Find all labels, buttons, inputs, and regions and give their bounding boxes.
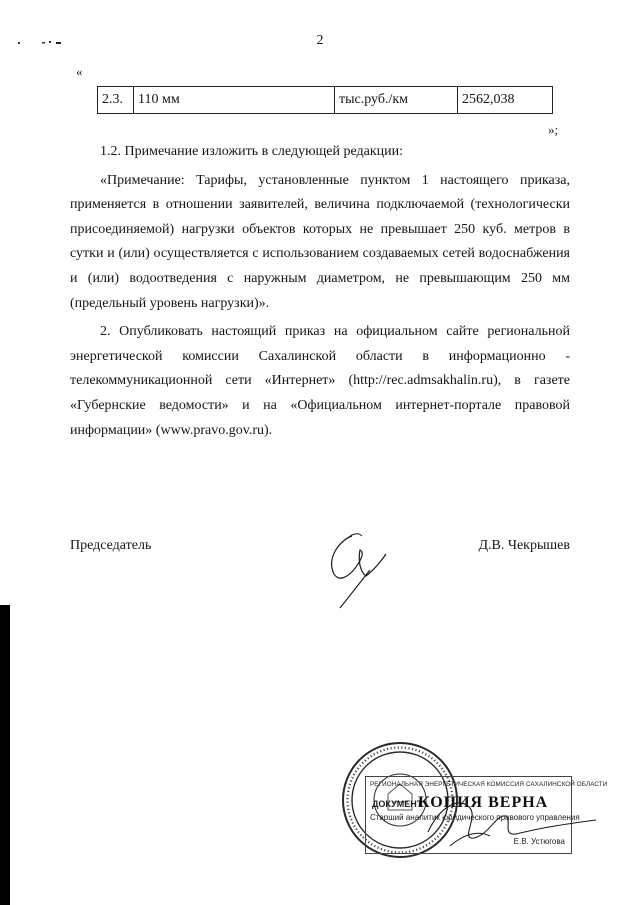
- note-text-paragraph: «Примечание: Тарифы, установленные пунктом 1 настоящего приказа, применяется в отношении заявителей, величина подключаемой (технологически присоединяемой) нагрузки объектов которых не превышает 250 куб. метров в сутки и (или) осуществляется с использованием создаваемых сетей водоснабжения и (или) водоотведения с наружным диаметром, не превышающим 250 мм (предельный уровень нагрузки)».: [70, 172, 570, 311]
- pipe-diameter-cell: 110 мм: [134, 87, 335, 114]
- signatory-position: Председатель: [70, 538, 152, 553]
- close-quote: »;: [548, 122, 559, 137]
- stamp-official-position: Старший аналитик юридического правового управления: [370, 813, 580, 822]
- row-number-cell: 2.3.: [98, 87, 134, 114]
- stamp-title: КОПИЯ ВЕРНА: [418, 794, 549, 811]
- table-row: [98, 87, 553, 114]
- stamp-prefix: ДОКУМЕНТ: [372, 799, 423, 809]
- scan-artifact: [18, 40, 78, 46]
- handwritten-signature: [318, 530, 390, 610]
- page-number: 2: [316, 33, 324, 48]
- stamp-official-name: Е.В. Устюгова: [513, 837, 565, 846]
- tariff-value-cell: 2562,038: [458, 87, 553, 114]
- publish-paragraph: 2. Опубликовать настоящий приказ на официальном сайте региональной энергетической комиссии Сахалинской области в информационно - телекоммуникационной сети «Интернет» (http://rec.admsakhalin.ru), в газете «Губернские ведомости» и на «Официальном интернет-портале правовой информации» (www.pravo.gov.ru).: [70, 324, 570, 438]
- stamp-organization: РЕГИОНАЛЬНАЯ ЭНЕРГЕТИЧЕСКАЯ КОМИССИЯ САХАЛИНСКОЙ ОБЛАСТИ: [370, 781, 608, 788]
- tariff-table: [97, 86, 553, 114]
- stamp-signature: [420, 786, 600, 856]
- signatory-name: Д.В. Чекрышев: [478, 538, 570, 553]
- note-heading-paragraph: 1.2. Примечание изложить в следующей редакции:: [100, 144, 404, 159]
- scan-border: [0, 605, 10, 905]
- document-body: [70, 140, 570, 443]
- unit-cell: тыс.руб./км: [335, 87, 458, 114]
- open-quote: «: [76, 64, 83, 79]
